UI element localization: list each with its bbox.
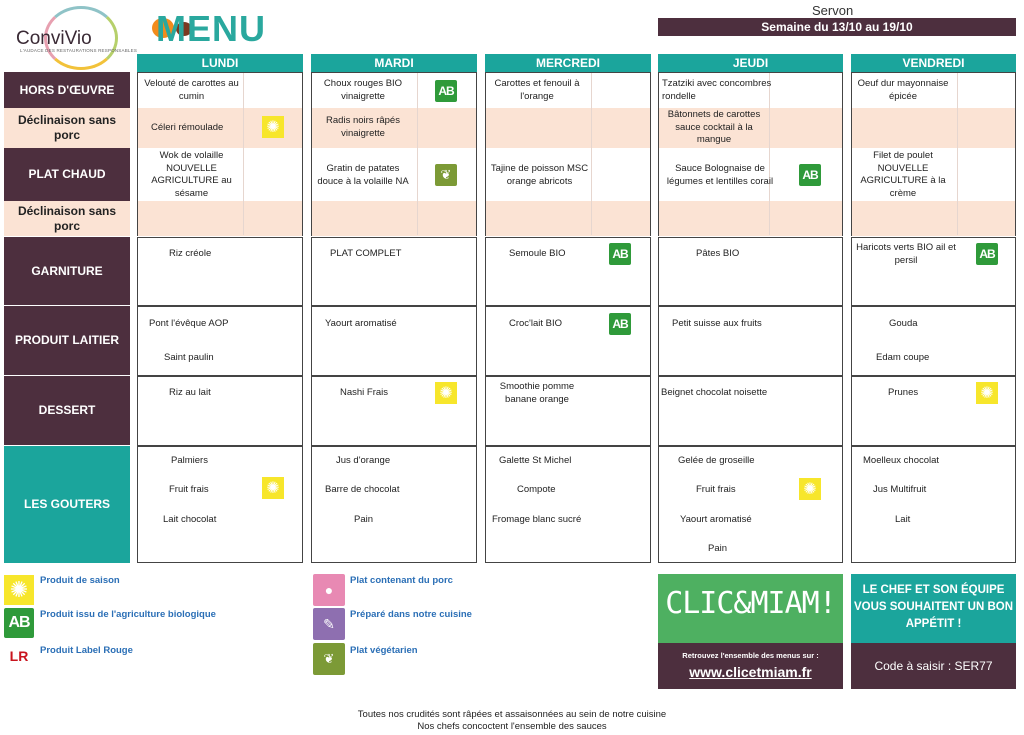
day-header-lundi: LUNDI [137,54,303,72]
vendredi-hors-doeuvre: Oeuf dur mayonnaise épicée [857,78,949,102]
day-header-mercredi: MERCREDI [485,54,651,72]
jeudi-hors-doeuvre: Tzatziki avec concombres rondelle [662,78,772,102]
vendredi-gouter-1: Moelleux chocolat [863,455,940,466]
access-code: Code à saisir : SER77 [851,643,1016,689]
mercredi-garniture: Semoule BIO [509,248,566,259]
lundi-gouters-cell [137,446,303,563]
legend-porc: Plat contenant du porc [350,575,453,586]
mercredi-gouter-2: Compote [517,484,556,495]
vendredi-laitier-2: Edam coupe [876,352,930,363]
lundi-dessert: Riz au lait [169,387,211,398]
mardi-plat-chaud: Gratin de patates douce à la volaille NA [317,163,409,187]
legend-saison: Produit de saison [40,575,120,586]
mardi-garniture: PLAT COMPLET [330,248,402,259]
lundi-laitier-cell [137,306,303,376]
jeudi-garniture: Pâtes BIO [696,248,740,259]
ab-bio-icon: AB [609,243,631,265]
whisk-icon: ✎ [313,608,345,640]
logo-subtitle: L'AUDACE DES RESTAURATIONS RESPONSABLES [20,48,138,53]
chef-message: LE CHEF ET SON ÉQUIPE VOUS SOUHAITENT UN BON APPÉTIT ! [851,574,1016,643]
logo-text: ConviVio [16,28,92,49]
jeudi-gouter-4: Pain [708,543,728,554]
town-name: Servon [812,3,854,18]
vendredi-garniture: Haricots verts BIO ail et persil [856,242,956,266]
footer-line-1: Toutes nos crudités sont râpées et assaisonnées au sein de notre cuisine [357,709,667,720]
mercredi-gouter-1: Galette St Michel [499,455,572,466]
mardi-gouter-2: Barre de chocolat [325,484,400,495]
lundi-garniture: Riz créole [169,248,212,259]
legend-leaf-icon: ❦ [313,643,345,675]
mardi-gouter-3: Pain [354,514,374,525]
legend-sun-icon: ✺ [4,575,34,605]
vendredi-laitier-cell [851,306,1016,376]
category-gouters: LES GOUTERS [4,446,130,563]
category-garniture: GARNITURE [4,237,130,305]
jeudi-laitier: Petit suisse aux fruits [672,318,762,329]
mercredi-laitier: Croc'lait BIO [509,318,563,329]
category-declinaison-2: Déclinaison sans porc [4,201,130,236]
sun-icon: ✺ [799,478,821,500]
sun-icon: ✺ [435,382,457,404]
label-rouge-icon: LR [4,644,34,668]
mardi-laitier: Yaourt aromatisé [325,318,397,329]
mercredi-gouter-3: Fromage blanc sucré [492,514,582,525]
mercredi-plat-chaud: Tajine de poisson MSC orange abricots [490,163,589,187]
retrouvez-text: Retrouvez l'ensemble des menus sur : [682,651,819,660]
category-hors-doeuvre: HORS D'ŒUVRE [4,72,130,108]
jeudi-plat-chaud: Sauce Bolognaise de légumes et lentilles corail [666,163,774,187]
mardi-dessert: Nashi Frais [340,387,389,398]
legend-cuisine: Préparé dans notre cuisine [350,609,472,620]
clicetmiam-link[interactable]: www.clicetmiam.fr [689,664,812,680]
ab-bio-icon: AB [609,313,631,335]
week-banner: Semaine du 13/10 au 19/10 [658,18,1016,36]
ab-bio-icon: AB [799,164,821,186]
mardi-declinaison: Radis noirs râpés vinaigrette [326,115,400,139]
jeudi-gouter-3: Yaourt aromatisé [680,514,752,525]
vendredi-gouter-3: Lait [895,514,911,525]
clic-miam-banner[interactable]: CLIC&MIAM! [658,574,843,643]
jeudi-laitier-cell [658,306,843,376]
menu-title: MENU [156,8,266,49]
legend-bio: Produit issu de l'agriculture biologique [40,609,216,620]
ab-bio-icon: AB [976,243,998,265]
lundi-laitier-1: Pont l'évêque AOP [149,318,229,329]
footer-line-2: Nos chefs concoctent l'ensemble des sauces [417,721,607,732]
lundi-laitier-2: Saint paulin [164,352,214,363]
jeudi-declinaison: Bâtonnets de carottes sauce cocktail à la mangue [667,109,761,145]
sun-icon: ✺ [262,116,284,138]
category-declinaison-1: Déclinaison sans porc [4,108,130,148]
vendredi-gouter-2: Jus Multifruit [873,484,927,495]
category-produit-laitier: PRODUIT LAITIER [4,306,130,375]
lundi-gouter-3: Lait chocolat [163,514,217,525]
clic-miam-info [658,643,843,689]
day-header-jeudi: JEUDI [658,54,843,72]
mardi-hors-doeuvre: Choux rouges BIO vinaigrette [323,78,403,102]
vendredi-dessert: Prunes [888,387,919,398]
mardi-laitier-cell [311,306,477,376]
convivio-logo [14,6,138,66]
lundi-gouter-1: Palmiers [171,455,208,466]
category-plat-chaud: PLAT CHAUD [4,148,130,201]
jeudi-dessert: Beignet chocolat noisette [661,387,768,398]
day-header-mardi: MARDI [311,54,477,72]
legend-ab-icon: AB [4,608,34,638]
category-dessert: DESSERT [4,376,130,445]
jeudi-gouter-2: Fruit frais [696,484,736,495]
lundi-plat-chaud: Wok de volaille NOUVELLE AGRICULTURE au sésame [151,150,232,199]
lundi-gouter-2: Fruit frais [169,484,209,495]
leaf-icon: ❦ [435,164,457,186]
jeudi-gouter-1: Gelée de groseille [678,455,755,466]
lundi-declinaison: Céleri rémoulade [151,122,224,133]
sun-icon: ✺ [976,382,998,404]
legend-label-rouge: Produit Label Rouge [40,645,133,656]
mercredi-hors-doeuvre: Carottes et fenouil à l'orange [494,78,580,102]
pig-icon: ● [313,574,345,606]
mardi-gouter-1: Jus d'orange [336,455,391,466]
lundi-hors-doeuvre: Velouté de carottes au cumin [144,78,239,102]
ab-bio-icon: AB [435,80,457,102]
mercredi-dessert: Smoothie pomme banane orange [499,381,575,405]
legend-vegetarien: Plat végétarien [350,645,418,656]
day-header-vendredi: VENDREDI [851,54,1016,72]
vendredi-laitier-1: Gouda [889,318,918,329]
sun-icon: ✺ [262,477,284,499]
vendredi-plat-chaud: Filet de poulet NOUVELLE AGRICULTURE à la crème [860,150,946,199]
